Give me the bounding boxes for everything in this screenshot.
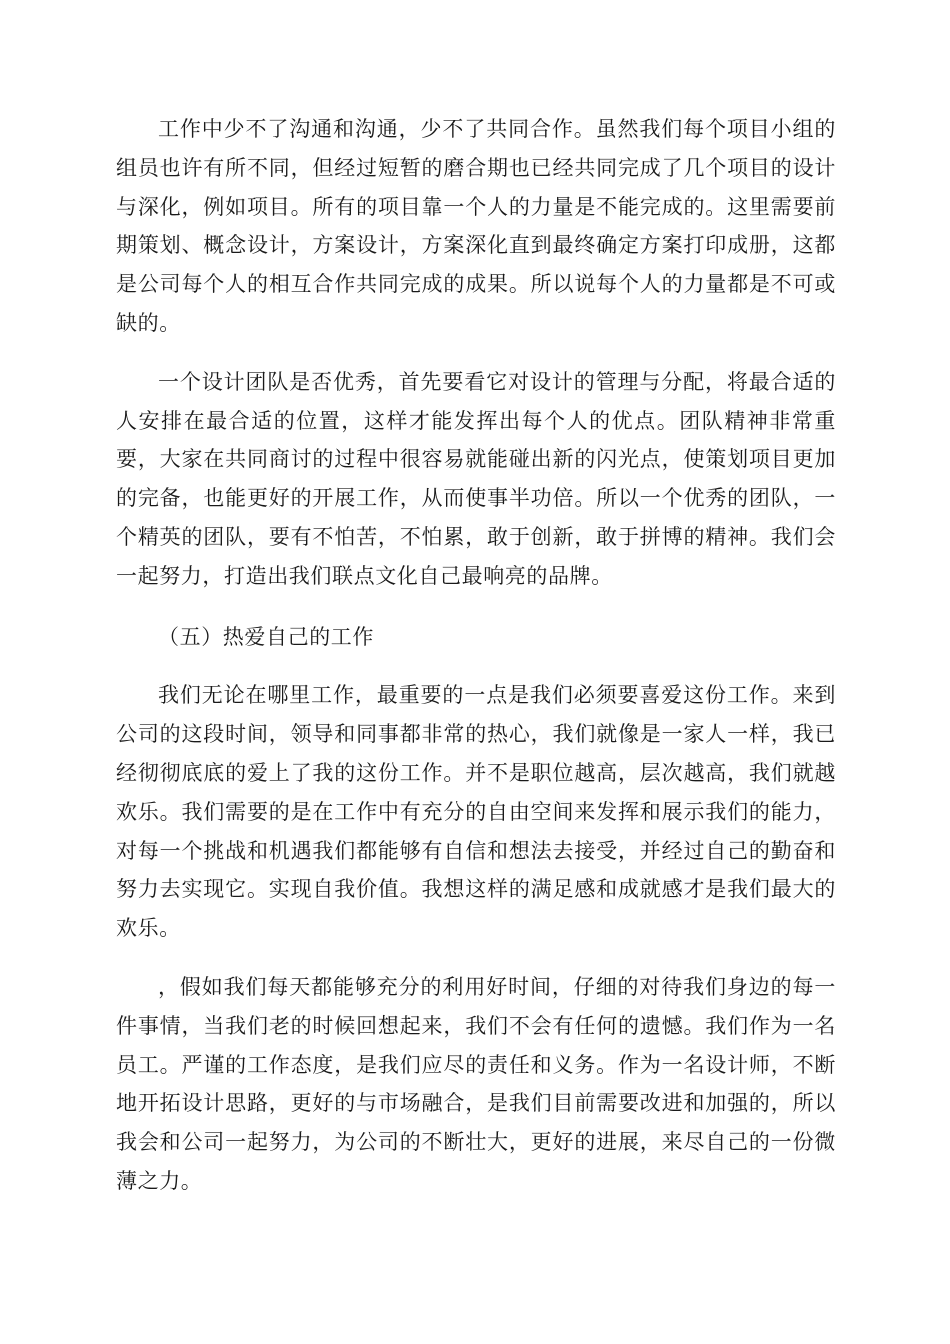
document-page	[116, 110, 836, 1201]
paragraph-teamwork: 工作中少不了沟通和沟通，少不了共同合作。虽然我们每个项目小组的组员也许有所不同，但经过短暂的磨合期也已经共同完成了几个项目的设计与深化，例如项目。所有的项目靠一个人的力量是不能完成的。这里需要前期策划、概念设计，方案设计，方案深化直到最终确定方案打印成册，这都是公司每个人的相互合作共同完成的成果。所以说每个人的力量都是不可或缺的。	[116, 117, 836, 335]
paragraph-design-team: 一个设计团队是否优秀，首先要看它对设计的管理与分配，将最合适的人安排在最合适的位置，这样才能发挥出每个人的优点。团队精神非常重要，大家在共同商讨的过程中很容易就能碰出新的闪光点，使策划项目更加的完备，也能更好的开展工作，从而使事半功倍。所以一个优秀的团队，一个精英的团队，要有不怕苦，不怕累，敢于创新，敢于拼博的精神。我们会一起努力，打造出我们联点文化自己最响亮的品牌。	[116, 369, 836, 588]
paragraph-conclusion: ，假如我们每天都能够充分的利用好时间，仔细的对待我们身边的每一件事情，当我们老的时候回想起来，我们不会有任何的遗憾。我们作为一名员工。严谨的工作态度，是我们应尽的责任和义务。作为一名设计师，不断地开拓设计思路，更好的与市场融合，是我们目前需要改进和加强的，所以我会和公司一起努力，为公司的不断壮大，更好的进展，来尽自己的一份微薄之力。	[116, 974, 836, 1193]
section-heading: （五）热爱自己的工作	[158, 624, 374, 649]
paragraph-love-work: 我们无论在哪里工作，最重要的一点是我们必须要喜爱这份工作。来到公司的这段时间，领导和同事都非常的热心，我们就像是一家人一样，我已经彻彻底底的爱上了我的这份工作。并不是职位越高，层次越高，我们就越欢乐。我们需要的是在工作中有充分的自由空间来发挥和展示我们的能力，对每一个挑战和机遇我们都能够有自信和想法去接受，并经过自己的勤奋和努力去实现它。实现自我价值。我想这样的满足感和成就感才是我们最大的欢乐。	[116, 683, 836, 941]
